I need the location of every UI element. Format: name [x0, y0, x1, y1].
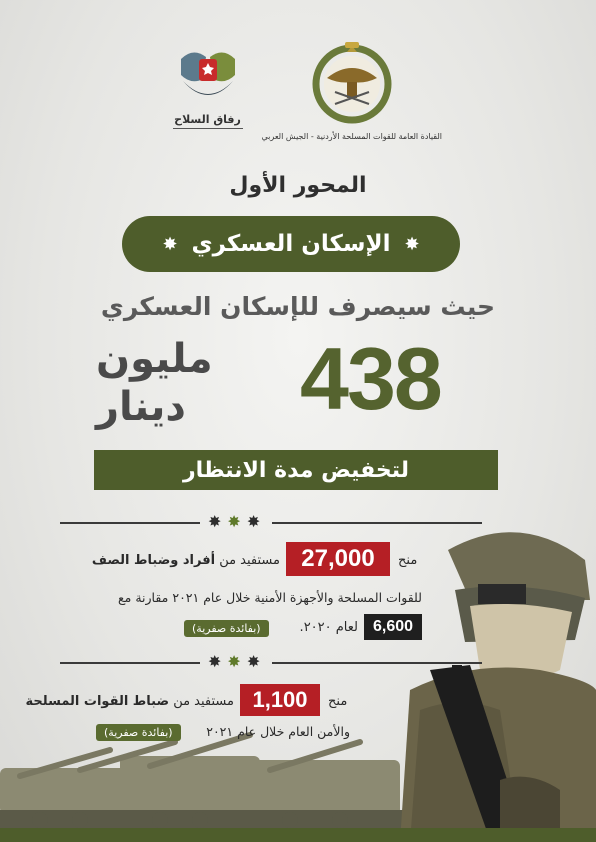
eagle-crest-icon — [307, 38, 397, 126]
stat2-text-bold: ضباط القوات المسلحة — [25, 694, 170, 709]
stat1-line2: للقوات المسلحة والأجهزة الأمنية خلال عام ٢٠٢١ مقارنة مع — [118, 590, 422, 605]
stat2-value: 1,100 — [252, 687, 308, 712]
stat2-prefix: منح — [328, 694, 348, 709]
stat2-value-box — [240, 684, 320, 716]
stat1-text: مستفيد من — [215, 553, 280, 568]
jaf-emblem — [262, 38, 442, 148]
stat2-line2: والأمن العام خلال عام ٢٠٢١ — [206, 724, 350, 739]
logo-caption: رفاق السلاح — [174, 113, 241, 126]
star-icon: ✸ — [208, 512, 222, 531]
spend-line: حيث سيصرف للإسكان العسكري — [100, 292, 496, 321]
divider-stars — [208, 652, 260, 671]
stat2-text: مستفيد من — [169, 694, 234, 709]
stat1-compare-value: 6,600 — [372, 618, 414, 635]
amount-number: 438 — [300, 329, 441, 428]
star-icon: ✸ — [227, 512, 241, 531]
star-icon: ✸ — [246, 652, 261, 671]
reduce-wait-band: لتخفيض مدة الانتظار — [94, 450, 498, 490]
stat1-prefix: منح — [398, 553, 418, 568]
stat1-description — [62, 553, 280, 568]
star-icon: ✸ — [404, 233, 420, 255]
rifaq-emblem-icon — [173, 45, 243, 107]
logo-rule — [173, 128, 243, 129]
axis-title: المحور الأول — [229, 173, 367, 198]
housing-pill — [122, 216, 460, 272]
star-icon: ✸ — [227, 652, 241, 671]
divider-line — [60, 662, 200, 664]
stat1-value: 27,000 — [301, 545, 375, 572]
divider-line — [272, 522, 482, 524]
stat1-zero-interest-tag: (بفائدة صفرية) — [184, 620, 269, 637]
stat2-zero-interest-tag: (بفائدة صفرية) — [96, 724, 181, 741]
stat1-value-box — [286, 542, 390, 576]
stat1-text-bold: أفراد وضباط الصف — [91, 553, 216, 568]
bottom-strip — [0, 828, 596, 842]
emblem-caption: القيادة العامة للقوات المسلحة الأردنية - الجيش العربي — [261, 132, 442, 141]
divider-line — [60, 522, 200, 524]
star-icon: ✸ — [208, 652, 222, 671]
amount-unit-dinar: دينار — [96, 384, 186, 430]
pill-title: الإسكان العسكري — [191, 231, 391, 257]
star-icon: ✸ — [162, 233, 178, 255]
divider-stars — [208, 512, 260, 531]
star-icon: ✸ — [246, 512, 261, 531]
amount-unit-million: مليون — [96, 336, 213, 382]
stat1-compare-box — [364, 614, 422, 640]
divider-line — [272, 662, 482, 664]
stat2-description — [25, 694, 234, 709]
stat1-compare-text: لعام ٢٠٢٠. — [299, 620, 358, 635]
rifaq-alsilah-logo — [170, 45, 245, 140]
